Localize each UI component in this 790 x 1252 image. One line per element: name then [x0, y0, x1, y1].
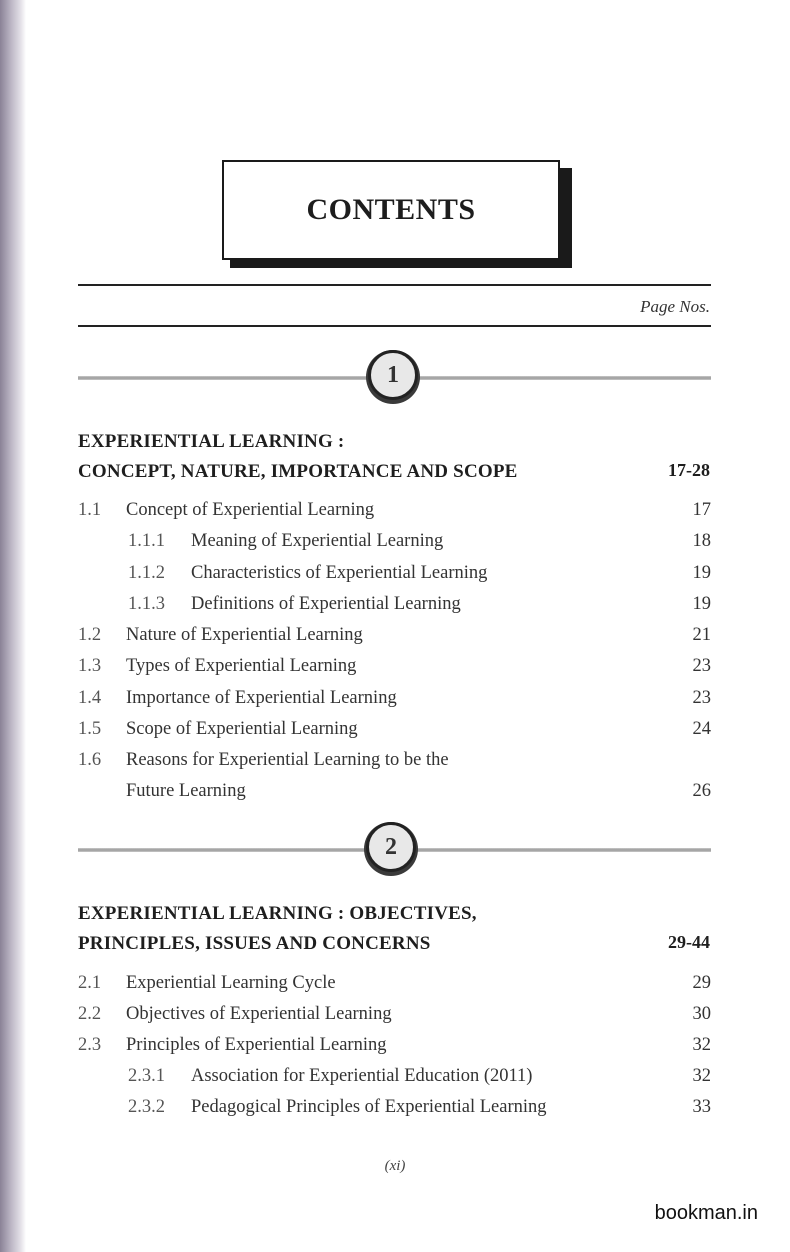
chapter-1-heading-line2: CONCEPT, NATURE, IMPORTANCE AND SCOPE [78, 461, 518, 482]
toc-entry-title: Nature of Experiential Learning [126, 625, 363, 645]
chapter-1-page-range: 17-28 [668, 460, 710, 480]
toc-entry-title: Scope of Experiential Learning [126, 719, 358, 739]
page-title: CONTENTS [306, 193, 476, 226]
toc-entry-number: 2.3.1 [128, 1066, 165, 1086]
page-number: (xi) [384, 1158, 406, 1174]
toc-entry-page: 23 [692, 656, 711, 676]
toc-entry-number: 2.3 [78, 1035, 102, 1055]
toc-entry[interactable] [78, 558, 711, 589]
toc-entry-title: Future Learning [126, 781, 246, 801]
toc-entry-title: Objectives of Experiential Learning [126, 1004, 392, 1024]
toc-entry-page: 21 [692, 625, 711, 645]
toc-entry-number: 1.2 [78, 625, 102, 645]
contents-title-box [222, 160, 560, 260]
toc-entry[interactable] [78, 968, 711, 999]
toc-entry[interactable] [78, 999, 711, 1030]
toc-entry-title: Concept of Experiential Learning [126, 500, 375, 520]
toc-entry-number: 1.1.1 [128, 531, 165, 551]
watermark-text: bookman.in [654, 1202, 758, 1224]
toc-entry-number: 1.1 [78, 500, 102, 520]
toc-entry-page: 18 [692, 531, 711, 551]
page-nos-label: Page Nos. [640, 297, 710, 316]
toc-entry[interactable] [78, 714, 711, 745]
toc-entry[interactable] [78, 1061, 711, 1092]
toc-entry-title: Principles of Experiential Learning [126, 1035, 387, 1055]
toc-entry-number: 2.3.2 [128, 1097, 165, 1117]
toc-entry-continuation[interactable] [78, 776, 711, 807]
toc-entry-title: Experiential Learning Cycle [126, 973, 336, 993]
chapter-1-heading-line1: EXPERIENTIAL LEARNING : [78, 431, 345, 452]
toc-entry[interactable] [78, 683, 711, 714]
toc-entry-page: 26 [692, 781, 711, 801]
second-rule [78, 325, 711, 327]
chapter-2-number-badge: 2 [366, 822, 416, 872]
toc-entry-title: Pedagogical Principles of Experiential Learning [191, 1097, 547, 1117]
chapter-2-heading-line1: EXPERIENTIAL LEARNING : OBJECTIVES, [78, 903, 477, 924]
toc-entry-page: 33 [692, 1097, 711, 1117]
toc-entry[interactable] [78, 495, 711, 526]
toc-entry-title: Definitions of Experiential Learning [191, 594, 461, 614]
toc-entry[interactable] [78, 1030, 711, 1061]
chapter-2-page-range: 29-44 [668, 932, 710, 952]
toc-entry-number: 1.5 [78, 719, 102, 739]
toc-entry-page: 19 [692, 594, 711, 614]
toc-entry-title: Characteristics of Experiential Learning [191, 563, 488, 583]
toc-entry-number: 1.1.3 [128, 594, 165, 614]
toc-entry[interactable] [78, 620, 711, 651]
toc-entry-number: 1.4 [78, 688, 102, 708]
toc-entry-title: Types of Experiential Learning [126, 656, 357, 676]
toc-entry-page: 30 [692, 1004, 711, 1024]
toc-entry[interactable] [78, 745, 711, 776]
toc-entry-title: Importance of Experiential Learning [126, 688, 397, 708]
book-page-edge [0, 0, 26, 1252]
toc-entry-page: 32 [692, 1066, 711, 1086]
toc-entry-number: 1.6 [78, 750, 102, 770]
chapter-2-heading-line2: PRINCIPLES, ISSUES AND CONCERNS [78, 933, 431, 954]
toc-entry-title: Association for Experiential Education (2011) [191, 1066, 533, 1086]
toc-entry[interactable] [78, 1092, 711, 1123]
toc-entry-page: 23 [692, 688, 711, 708]
toc-entry-number: 1.1.2 [128, 563, 165, 583]
toc-entry-number: 1.3 [78, 656, 102, 676]
toc-entry[interactable] [78, 651, 711, 682]
toc-entry-number: 2.1 [78, 973, 102, 993]
toc-entry[interactable] [78, 526, 711, 557]
top-rule [78, 284, 711, 286]
toc-entry-page: 29 [692, 973, 711, 993]
toc-entry-page: 19 [692, 563, 711, 583]
toc-entry[interactable] [78, 589, 711, 620]
chapter-1-number-badge: 1 [368, 350, 418, 400]
toc-entry-title: Reasons for Experiential Learning to be the [126, 750, 449, 770]
toc-entry-page: 17 [692, 500, 711, 520]
toc-entry-number: 2.2 [78, 1004, 102, 1024]
toc-entry-page: 24 [692, 719, 711, 739]
toc-entry-title: Meaning of Experiential Learning [191, 531, 444, 551]
toc-entry-page: 32 [692, 1035, 711, 1055]
